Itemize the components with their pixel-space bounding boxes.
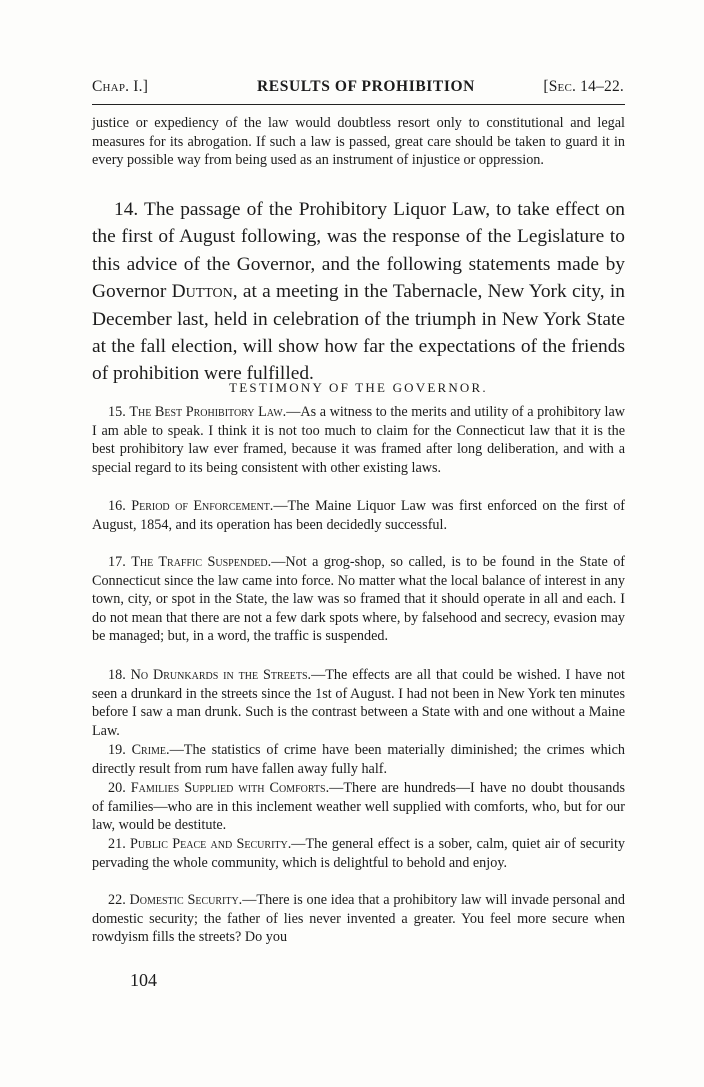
section-text: —There are hundreds—I have no doubt thousands of families—who are in this inclement weather well supplied with comforts, who, but for our law, would be destitute. — [92, 780, 626, 834]
running-header — [92, 74, 624, 102]
section-number: 17. — [108, 554, 126, 570]
section-22 — [92, 891, 625, 947]
section-15 — [92, 403, 625, 477]
section-number: 22. — [108, 892, 126, 908]
section-18 — [92, 666, 625, 740]
section-number: 15. — [108, 404, 126, 420]
section-text: —The statistics of crime have been materially diminished; the crimes which directly result from rum have fallen away fully half. — [92, 742, 626, 777]
paragraph-14 — [92, 196, 625, 388]
section-21 — [92, 835, 625, 872]
section-title: Crime. — [131, 742, 170, 758]
section-title: Domestic Security. — [129, 892, 243, 908]
section-20 — [92, 779, 625, 835]
section-19 — [92, 741, 625, 778]
section-title: Period of Enforcement. — [131, 498, 274, 514]
section-title: The Best Prohibitory Law. — [129, 404, 287, 420]
section-title: The Traffic Suspended. — [131, 554, 272, 570]
section-17 — [92, 553, 625, 646]
running-title: RESULTS OF PROHIBITION — [257, 78, 475, 95]
page-number: 104 — [130, 970, 157, 990]
section-16 — [92, 497, 625, 534]
section-number: 20. — [108, 780, 126, 796]
chapter-label: Chap. I.] — [92, 78, 149, 95]
section-title: No Drunkards in the Streets. — [130, 667, 312, 683]
section-text: —The general effect is a sober, calm, quiet air of security pervading the whole community, which is delightful to behold and enjoy. — [92, 836, 626, 871]
section-text: —There is one idea that a prohibitory law will invade personal and domestic security; the father of lies never invented a greater. You feel more secure when rowdyism fills the streets? Do you — [92, 892, 625, 946]
section-number: 16. — [108, 498, 126, 514]
section-number: 19. — [108, 742, 126, 758]
section-number: 21. — [108, 836, 126, 852]
section-subheading: TESTIMONY OF THE GOVERNOR. — [229, 380, 488, 395]
paragraph-14-text-a: 14. The passage of the Prohibitory Liquor Law, to take effect on the first of August following, was the response of the Legislature to this advice of the Governor, and the following statements made by Governor — [92, 199, 625, 303]
section-text: —Not a grog-shop, so called, is to be found in the State of Connecticut since the law came into force. No matter what the local balance of interest in any town, city, or spot in the State, the law was so framed that it should operate in all and each. I do not mean that there are not a few dark spots where, by falsehood and secrecy, evasion may be managed; but, in a word, the traffic is suspended. — [92, 554, 626, 645]
intro-paragraph: justice or expediency of the law would doubtless resort only to constitutional and legal measures for its abrogation. If such a law is passed, great care should be taken to guard it in every possible way from being used as an instrument of injustice or oppression. — [92, 115, 625, 169]
section-text: —The effects are all that could be wished. I have not seen a drunkard in the streets since the 1st of August. I had not been in New York ten minutes before I saw a man drunk. Such is the contrast between a State with and one without a Maine Law. — [92, 667, 625, 739]
section-title: Public Peace and Security. — [130, 836, 292, 852]
section-range: [Sec. 14–22. — [543, 78, 624, 95]
header-rule — [92, 104, 625, 105]
section-title: Families Supplied with Comforts. — [130, 780, 330, 796]
governor-name: Dutton — [171, 281, 233, 303]
section-number: 18. — [108, 667, 126, 683]
paragraph-14-text-b: , at a meeting in the Tabernacle, New York city, in December last, held in celebration of the triumph in New York State at the fall election, will show how far the expectations of the friends of prohibition were fulfilled. — [92, 281, 626, 385]
section-text: —The Maine Liquor Law was first enforced on the first of August, 1854, and its operation has been decidedly successful. — [92, 498, 626, 533]
section-text: —As a witness to the merits and utility of a prohibitory law I am able to speak. I think it is not too much to claim for the Connecticut law that it is the best prohibitory law ever framed, because it was framed after long deliberation, and with a special regard to its being consistent with other existing laws. — [92, 404, 625, 476]
